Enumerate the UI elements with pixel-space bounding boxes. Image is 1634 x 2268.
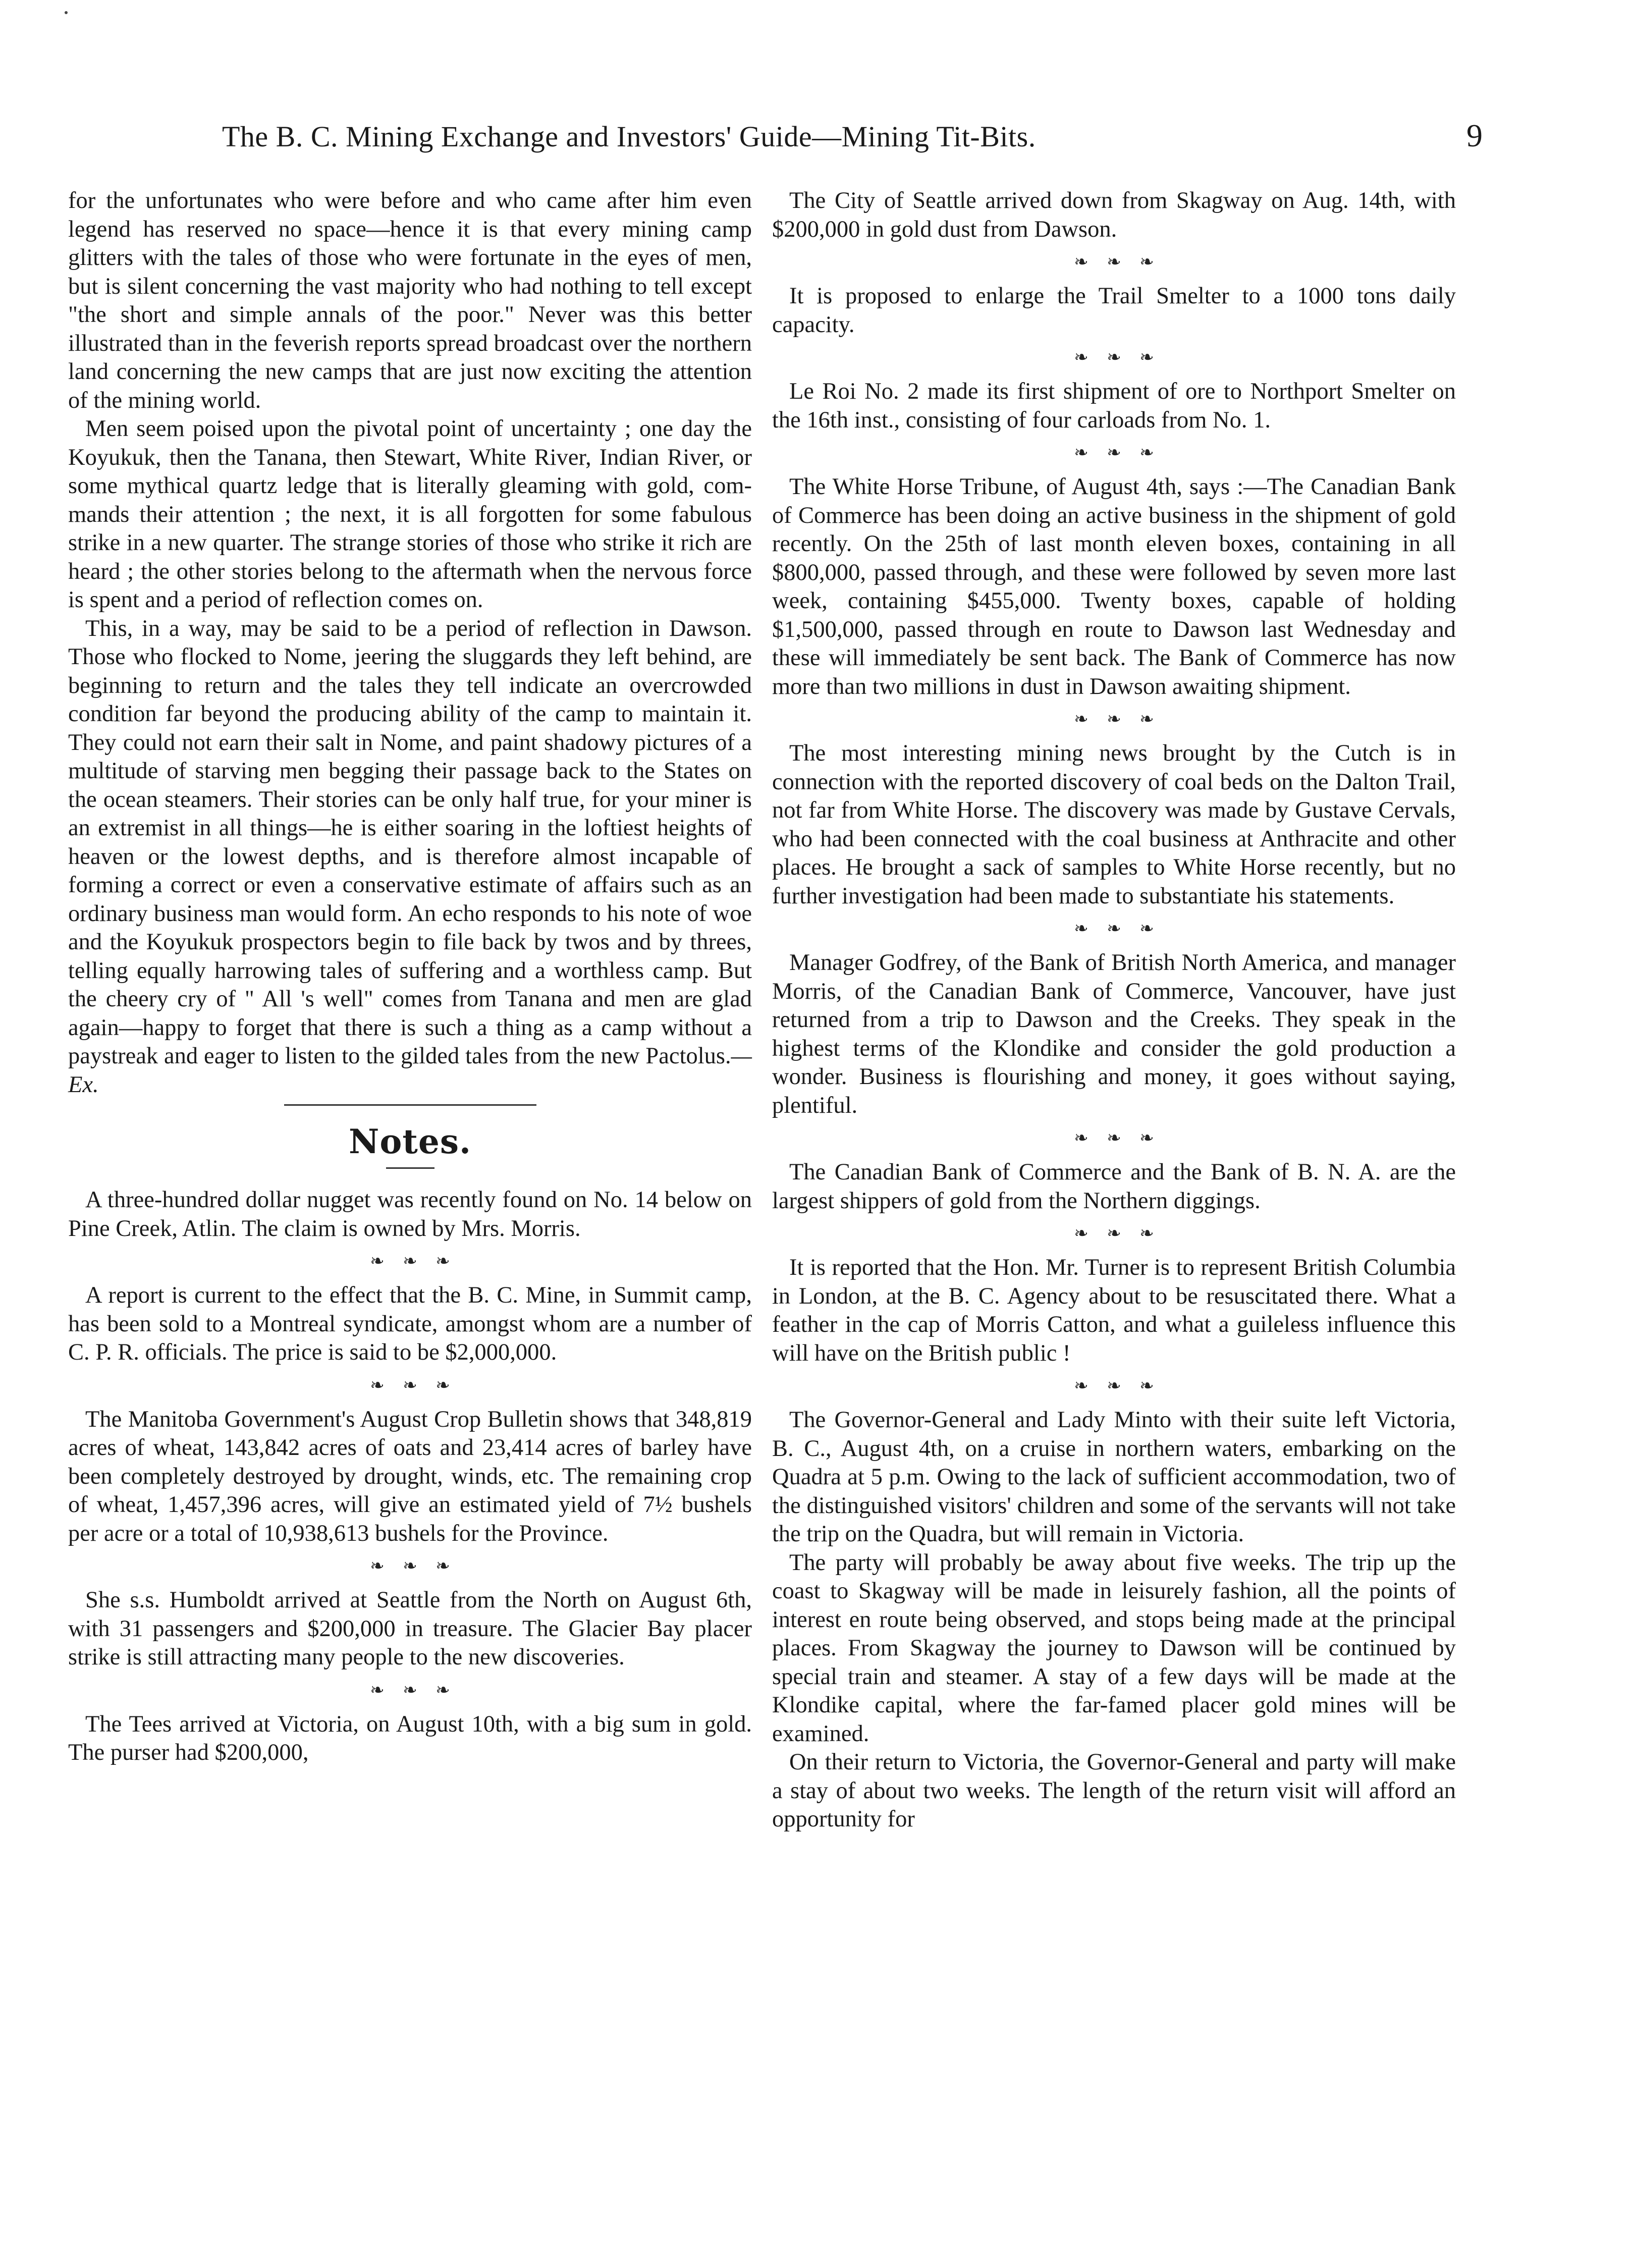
note-item: It is proposed to enlarge the Trail Smelter to a 1000 tons daily capacity. [772, 283, 1456, 338]
article-paragraph: Men seem poised upon the pivotal point of uncertainty ; one day the Koyukuk, then the Tanana, then Stewart, White River, Indian River, or some mythical quartz ledge that is literally gleaming with gold, commands their attention ; the next, it is all forgotten for some fabulous strike in a new quarter. The strange stories of those who strike it rich are heard ; the other stories belong to the aftermath when the nervous force is spent and a period of reflection comes on. [68, 416, 752, 613]
article-end-rule [284, 1104, 536, 1106]
note-item: The Tees arrived at Victoria, on August 10th, with a big sum in gold. The purser had $200,000, [68, 1711, 752, 1765]
left-column [68, 187, 752, 1767]
ornament-separator: ❧ ❧ ❧ [1074, 348, 1161, 367]
article-paragraph: for the unfortunates who were before and who came after him even legend has reserved no space—hence it is that every mining camp glitters with the tales of those who were fortunate in the eyes of men, but is silent concerning the vast majority who had nothing to tell except "the short and simple annals of the poor." Never was this better illustrated than in the feverish reports spread broadcast over the northern land concerning the new camps that are just now exciting the attention of the mining world. [68, 188, 752, 413]
section-heading: Notes. [349, 1122, 471, 1161]
note-item: It is reported that the Hon. Mr. Turner is to represent British Columbia in London, at the B. C. Agency about to be resuscitated there. What a feather in the cap of Morris Catton, and what a guileless influence this will have on the British public ! [772, 1255, 1456, 1366]
note-item: The City of Seattle arrived down from Skagway on Aug. 14th, with $200,000 in gold dust from Dawson. [772, 188, 1456, 242]
note-item: The party will probably be away about five weeks. The trip up the coast to Skagway will be made in leisurely fashion, all the points of interest en route being observed, and stops being made at the principal places. From Skagway the journey to Dawson will be continued by special train and steamer. A stay of a few days will be made at the Klondike capital, where the far-famed placer gold mines will be examined. [772, 1549, 1456, 1747]
ornament-separator: ❧ ❧ ❧ [1074, 710, 1161, 729]
note-item: The Canadian Bank of Commerce and the Bank of B. N. A. are the largest shippers of gold from the Northern diggings. [772, 1159, 1456, 1214]
ornament-separator: ❧ ❧ ❧ [1074, 920, 1161, 938]
note-item: The Manitoba Government's August Crop Bulletin shows that 348,819 acres of wheat, 143,842 acres of oats and 23,414 acres of barley have been completely destroyed by drought, winds, etc. The remaining crop of wheat, 1,457,396 acres, will give an estimated yield of 7½ bushels per acre or a total of 10,938,613 bushels for the Province. [68, 1406, 752, 1546]
ornament-separator: ❧ ❧ ❧ [370, 1252, 457, 1271]
ornament-separator: ❧ ❧ ❧ [1074, 1377, 1161, 1395]
note-item: The White Horse Tribune, of August 4th, says :—The Canadian Bank of Commerce has been doing an active business in the shipment of gold recently. On the 25th of last month eleven boxes, containing in all $800,000, passed through, and these were followed by seven more last week, containing $455,000. Twenty boxes, capable of holding $1,500,000, passed through en route to Dawson last Wednesday and these will immediately be sent back. The Bank of Commerce has now more than two millions in dust in Dawson awaiting shipment. [772, 474, 1456, 699]
right-column [772, 187, 1456, 1834]
note-item: A three-hundred dollar nugget was recently found on No. 14 below on Pine Creek, Atlin. The claim is owned by Mrs. Morris. [68, 1187, 752, 1241]
running-title: The B. C. Mining Exchange and Investors' Guide—Mining Tit-Bits. [222, 120, 1036, 153]
ornament-separator: ❧ ❧ ❧ [1074, 1224, 1161, 1243]
article-paragraph-text: This, in a way, may be said to be a period of reflection in Dawson. Those who flocked to Nome, jeering the sluggards they left behind, are beginning to return and the tales they tell indicate an overcrowded condition far beyond the producing ability of the camp to maintain it. They could not earn their salt in Nome, and paint shadowy pictures of a multitude of starving men begging their passage back to the States on the ocean steamers. Their stories can be only half true, for your miner is an extremist in all things—he is either soaring in the loftiest heights of heaven or the lowest depths, and is therefore almost incapable of forming a correct or even a conservative estimate of affairs such as an ordinary business man would form. An echo responds to his note of woe and the Koyukuk prospectors begin to file back by twos and by threes, telling equally harrowing tales of suffering and a worthless camp. But the cheery cry of " All 's well" comes from Tanana and men are glad again—happy to forget that there is such a thing as a camp without a paystreak and eager to listen to the gilded tales from the new Pactolus. [68, 615, 752, 1069]
ornament-separator: ❧ ❧ ❧ [370, 1681, 457, 1700]
print-speck [65, 11, 68, 14]
note-item: She s.s. Humboldt arrived at Seattle from the North on August 6th, with 31 passengers and $200,000 in treasure. The Glacier Bay placer strike is still attracting many people to the new discoveries. [68, 1587, 752, 1670]
note-item: The Governor-General and Lady Minto with their suite left Victoria, B. C., August 4th, on a cruise in northern waters, embarking on the Quadra at 5 p.m. Owing to the lack of sufficient accommodation, two of the distinguished visitors' children and some of the servants will not take the trip on the Quadra, but will remain in Victoria. [772, 1407, 1456, 1547]
ornament-separator: ❧ ❧ ❧ [370, 1557, 457, 1576]
article-paragraph [68, 615, 752, 1100]
heading-rule [386, 1167, 434, 1169]
note-item: Manager Godfrey, of the Bank of British North America, and manager Morris, of the Canadian Bank of Commerce, Vancouver, have just returned from a trip to Dawson and the Creeks. They speak in the highest terms of the Klondike and consider the gold production a wonder. Business is flourishing and money, it goes without saying, plentiful. [772, 950, 1456, 1118]
ornament-separator: ❧ ❧ ❧ [1074, 253, 1161, 272]
note-item: On their return to Victoria, the Governor-General and party will make a stay of about two weeks. The length of the return visit will afford an opportunity for [772, 1749, 1456, 1832]
ornament-separator: ❧ ❧ ❧ [370, 1376, 457, 1395]
ornament-separator: ❧ ❧ ❧ [1074, 444, 1161, 462]
ornament-separator: ❧ ❧ ❧ [1074, 1129, 1161, 1148]
note-item: Le Roi No. 2 made its first shipment of ore to Northport Smelter on the 16th inst., consisting of four carloads from No. 1. [772, 379, 1456, 433]
page-number: 9 [1466, 118, 1483, 153]
source-credit: —Ex. [68, 1043, 752, 1098]
note-item: A report is current to the effect that the B. C. Mine, in Summit camp, has been sold to a Montreal syndicate, amongst whom are a number of C. P. R. officials. The price is said to be $2,000,000. [68, 1282, 752, 1365]
running-head [222, 117, 1483, 163]
note-item: The most interesting mining news brought by the Cutch is in connection with the reported discovery of coal beds on the Dalton Trail, not far from White Horse. The discovery was made by Gustave Cervals, who had been connected with the coal business at Anthracite and other places. He brought a sack of samples to White Horse recently, but no further investigation had been made to substantiate his statements. [772, 740, 1456, 909]
